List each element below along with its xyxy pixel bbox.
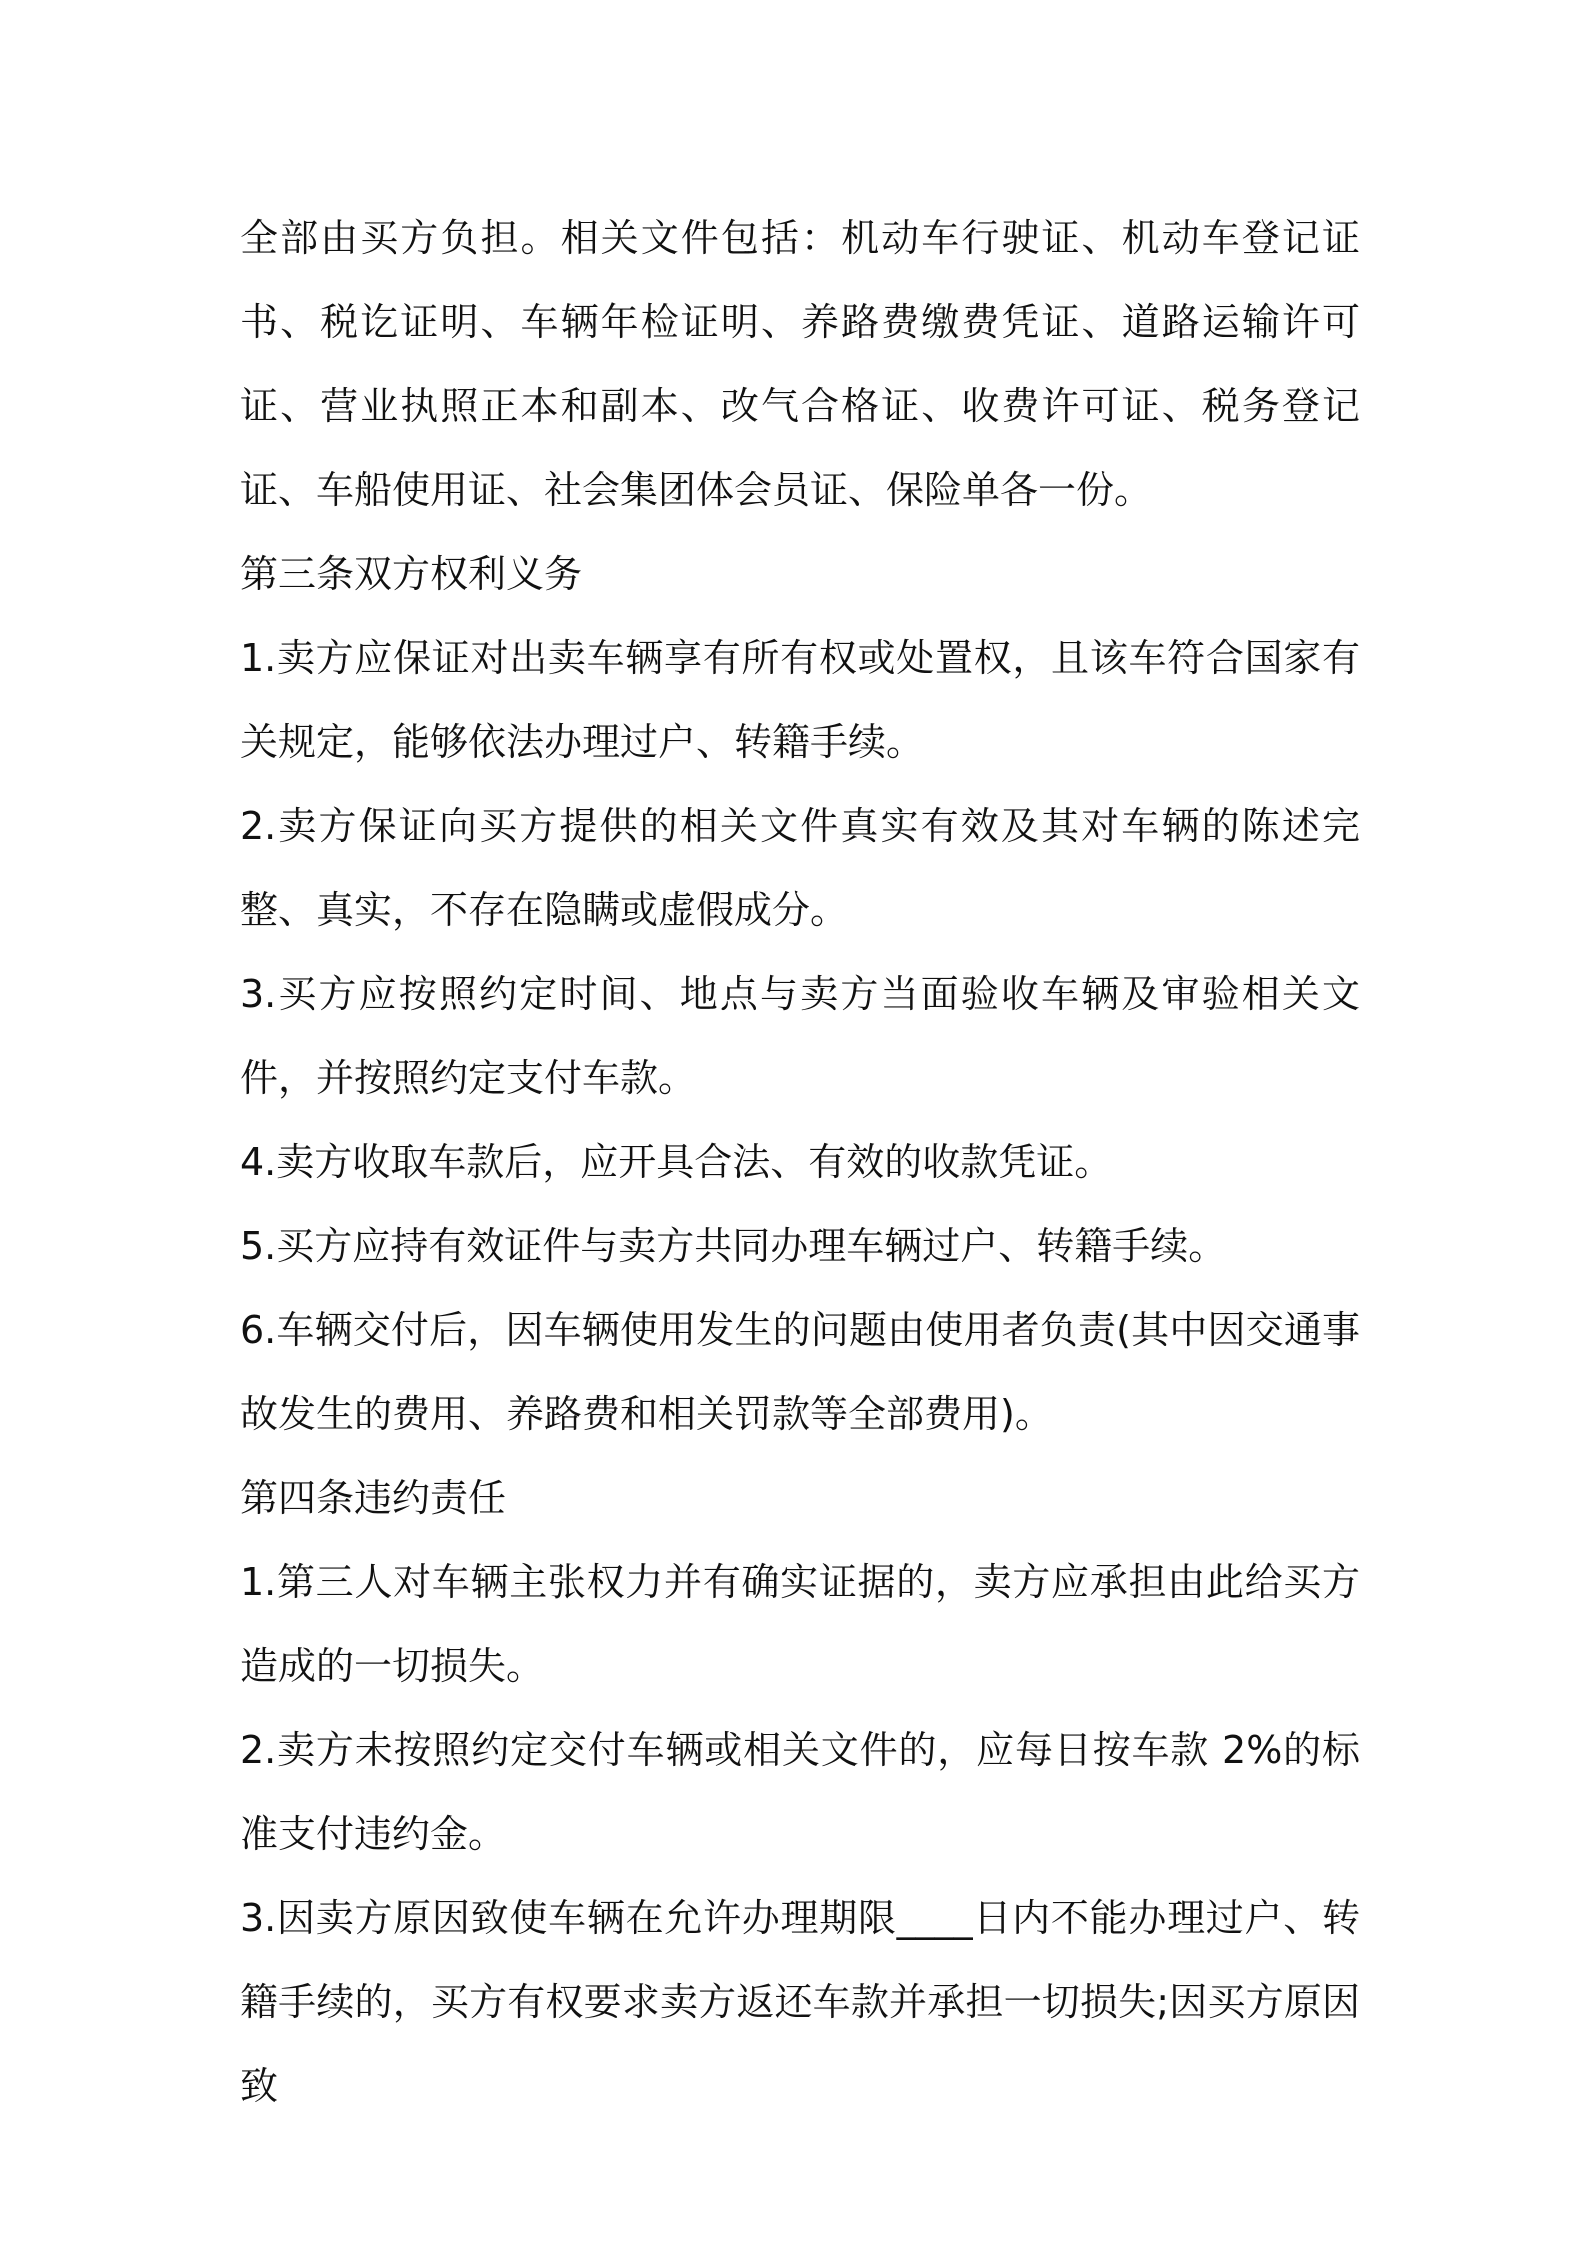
article-3-item-1: 1.卖方应保证对出卖车辆享有所有权或处置权，且该车符合国家有关规定，能够依法办理过户、转籍手续。 [240, 636, 1360, 764]
paragraph-required-documents: 全部由买方负担。相关文件包括：机动车行驶证、机动车登记证书、税讫证明、车辆年检证明、养路费缴费凭证、道路运输许可证、营业执照正本和副本、改气合格证、收费许可证、税务登记证、车船使用证、社会集团体会员证、保险单各一份。 [240, 216, 1360, 512]
article-4-item-1: 1.第三人对车辆主张权力并有确实证据的，卖方应承担由此给买方造成的一切损失。 [240, 1560, 1360, 1688]
article-4-item-2: 2.卖方未按照约定交付车辆或相关文件的，应每日按车款 2%的标准支付违约金。 [240, 1728, 1360, 1856]
heading-article-4: 第四条违约责任 [240, 1476, 507, 1520]
document-body [240, 196, 1360, 2128]
article-3-item-5: 5.买方应持有效证件与卖方共同办理车辆过户、转籍手续。 [240, 1224, 1227, 1268]
article-3-item-6: 6.车辆交付后，因车辆使用发生的问题由使用者负责(其中因交通事故发生的费用、养路费和相关罚款等全部费用)。 [240, 1308, 1360, 1436]
article-4-item-3: 3.因卖方原因致使车辆在允许办理期限____日内不能办理过户、转籍手续的，买方有权要求卖方返还车款并承担一切损失;因买方原因致 [240, 1896, 1360, 2108]
heading-article-3: 第三条双方权利义务 [240, 552, 583, 596]
article-3-item-4: 4.卖方收取车款后，应开具合法、有效的收款凭证。 [240, 1140, 1113, 1184]
article-3-item-3: 3.买方应按照约定时间、地点与卖方当面验收车辆及审验相关文件，并按照约定支付车款。 [240, 972, 1360, 1100]
article-3-item-2: 2.卖方保证向买方提供的相关文件真实有效及其对车辆的陈述完整、真实，不存在隐瞒或虚假成分。 [240, 804, 1360, 932]
